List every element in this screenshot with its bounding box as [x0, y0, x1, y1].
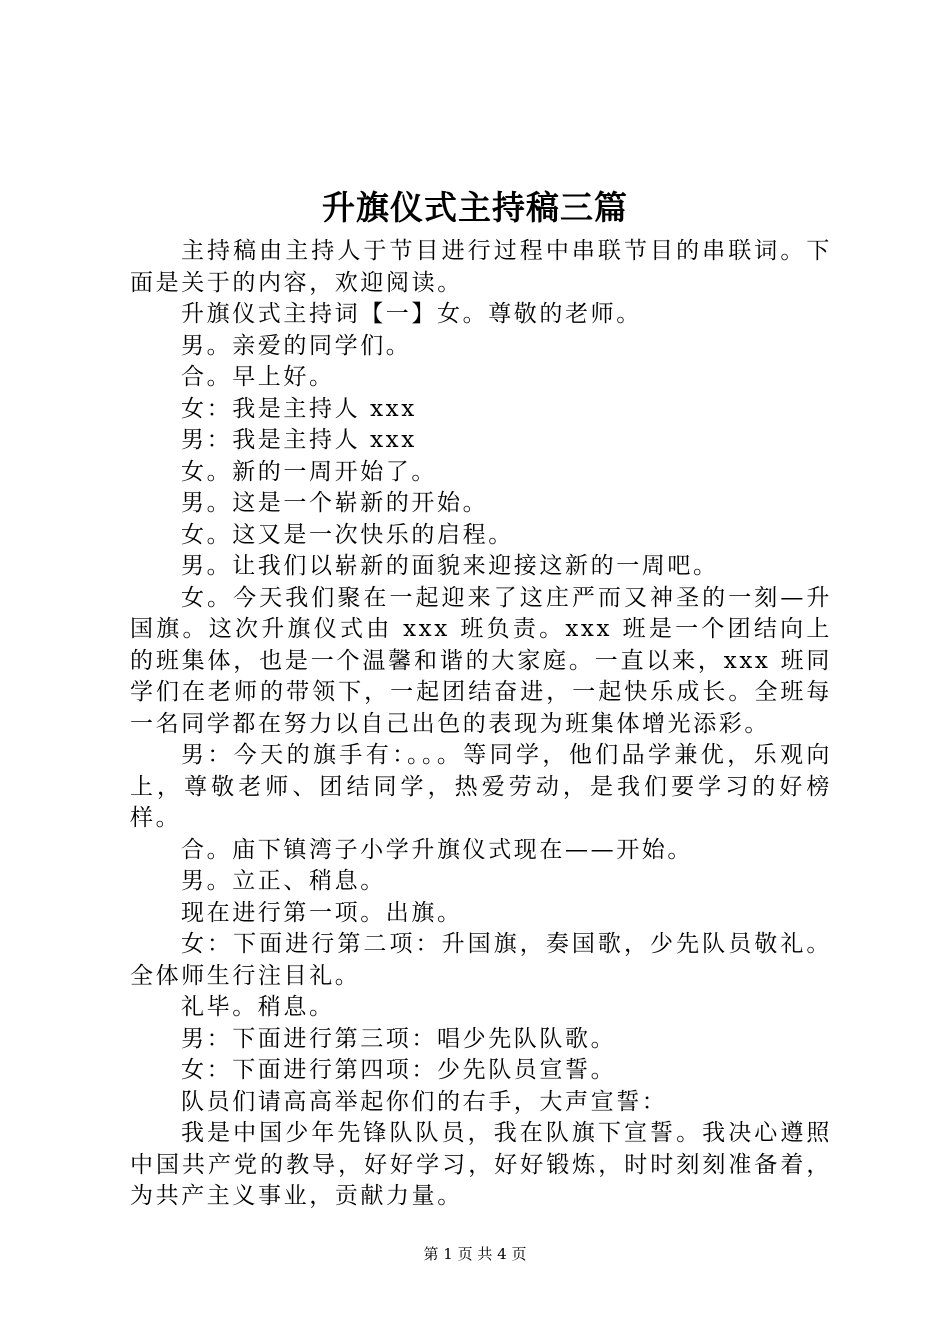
paragraph: 男。让我们以崭新的面貌来迎接这新的一周吧。 — [181, 553, 719, 579]
paragraph: 礼毕。稍息。 — [181, 994, 335, 1020]
paragraph: 女。新的一周开始了。 — [181, 458, 437, 485]
paragraph: 女：下面进行第四项：少先队员宣誓。 — [181, 1057, 617, 1083]
paragraph: 合。庙下镇湾子小学升旗仪式现在——开始。 — [181, 836, 693, 863]
paragraph: 女：我是主持人 xxx — [181, 395, 417, 422]
paragraph: 男。这是一个崭新的开始。 — [181, 490, 489, 516]
paragraph: 男。亲爱的同学们。 — [181, 332, 412, 359]
paragraph: 女。这又是一次快乐的启程。 — [181, 521, 514, 548]
paragraph: 升旗仪式主持词【一】女。尊敬的老师。 — [181, 301, 642, 327]
paragraph: 男：我是主持人 xxx — [181, 427, 417, 453]
paragraph: 队员们请高高举起你们的右手，大声宣誓： — [181, 1088, 668, 1115]
page-footer: 第 1 页 共 4 页 — [423, 1245, 527, 1263]
paragraph: 男。立正、稍息。 — [181, 868, 386, 894]
paragraph: 男：今天的旗手有：。。。等同学，他们品学兼优，乐观向上，尊敬老师、团结同学，热爱劳动，是我们要学习的好榜样。 — [130, 742, 832, 831]
paragraph: 我是中国少年先锋队队员，我在队旗下宣誓。我决心遵照中国共产党的教导，好好学习，好好锻炼，时时刻刻准备着，为共产主义事业，贡献力量。 — [130, 1120, 832, 1209]
document-title: 升旗仪式主持稿三篇 — [322, 188, 628, 227]
document-body — [130, 236, 832, 1213]
paragraph: 女。今天我们聚在一起迎来了这庄严而又神圣的一刻—升国旗。这次升旗仪式由 xxx 班负责。xxx 班是一个团结向上的班集体，也是一个温馨和谐的大家庭。一直以来，xxx 班同学们在老师的带领下，一起团结奋进，一起快乐成长。全班每一名同学都在努力以自己出色的表现为班集体增光添彩。 — [130, 584, 832, 737]
paragraph: 男：下面进行第三项：唱少先队队歌。 — [181, 1025, 617, 1052]
paragraph: 女：下面进行第二项：升国旗，奏国歌，少先队员敬礼。全体师生行注目礼。 — [130, 931, 832, 989]
paragraph: 合。早上好。 — [181, 364, 335, 390]
paragraph: 现在进行第一项。出旗。 — [181, 899, 463, 926]
paragraph: 主持稿由主持人于节目进行过程中串联节目的串联词。下面是关于的内容，欢迎阅读。 — [130, 238, 832, 296]
